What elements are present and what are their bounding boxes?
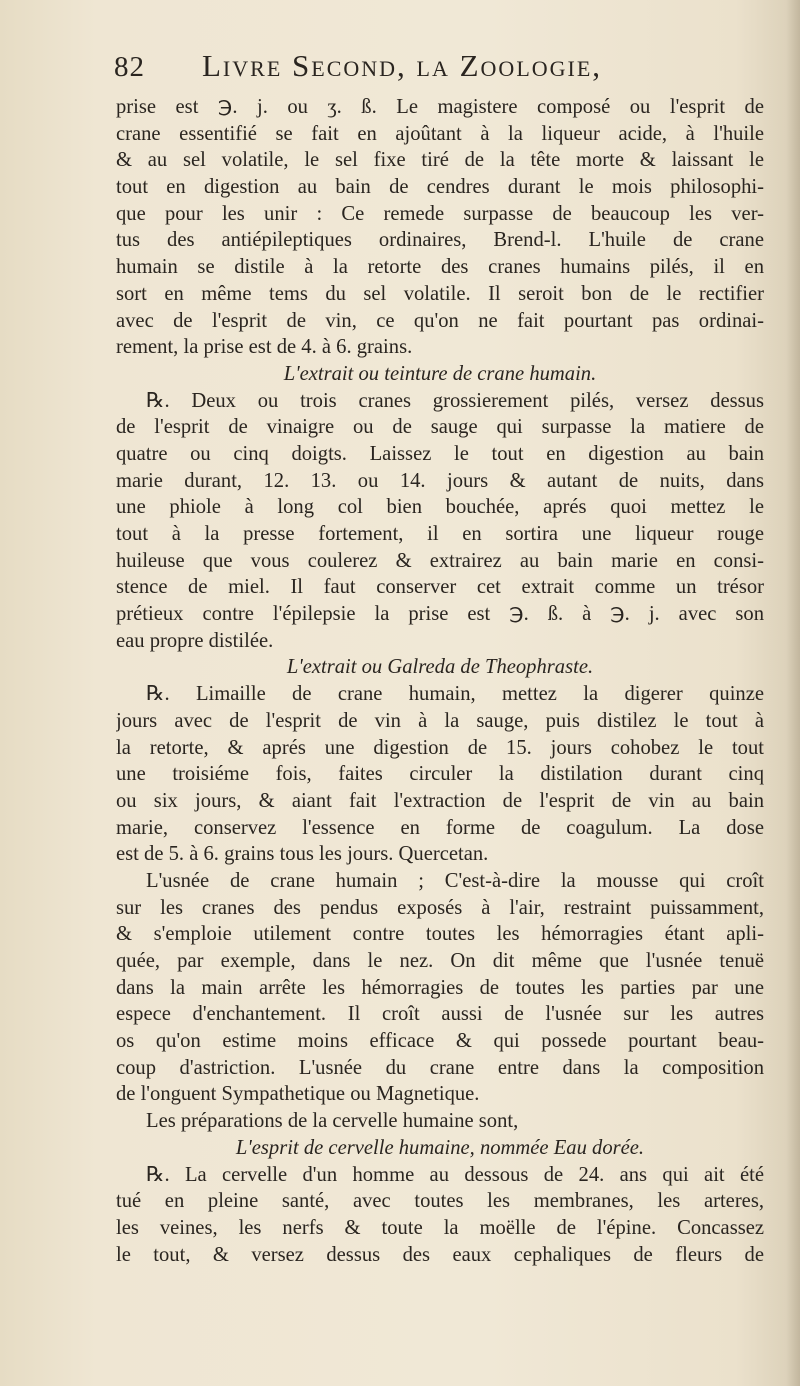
- page-edge-shadow: [786, 0, 800, 1386]
- body-text: [116, 94, 764, 1268]
- text-line: est de 5. à 6. grains tous les jours. Quercetan.: [116, 843, 489, 866]
- text-line: marie durant, 12. 13. ou 14. jours & autant de nuits, dans: [116, 469, 764, 492]
- text-line: une troisiéme fois, faites circuler la distilation durant cinq: [116, 763, 764, 786]
- text-line: de l'esprit de vinaigre ou de sauge qui surpasse la matiere de: [116, 416, 764, 439]
- text-line: tus des antiépileptiques ordinaires, Brend-l. L'huile de crane: [116, 229, 764, 252]
- text-line: & s'emploie utilement contre toutes les hémorragies étant apli-: [116, 923, 764, 946]
- text-line: prétieux contre l'épilepsie la prise est ℈. ß. à ℈. j. avec son: [116, 603, 764, 626]
- text-line: que pour les unir : Ce remede surpasse de beaucoup les ver-: [116, 202, 764, 225]
- text-line: ℞. Deux ou trois cranes grossierement pilés, versez dessus: [146, 389, 764, 412]
- text-line: tué en pleine santé, avec toutes les membranes, les arteres,: [116, 1190, 764, 1213]
- text-line: de l'onguent Sympathetique ou Magnetique.: [116, 1083, 480, 1106]
- text-line: coup d'astriction. L'usnée du crane entre dans la composition: [116, 1056, 764, 1079]
- text-line: tout à la presse fortement, il en sortira une liqueur rouge: [116, 523, 764, 545]
- text-line: eau propre distilée.: [116, 629, 274, 652]
- text-line: sort en même tems du sel volatile. Il seroit bon de le rectifier: [116, 282, 764, 305]
- text-line: ℞. La cervelle d'un homme au dessous de 24. ans qui ait été: [146, 1163, 764, 1186]
- text-line: avec de l'esprit de vin, ce qu'on ne fait pourtant pas ordinai-: [116, 309, 764, 332]
- text-line: marie, conservez l'essence en forme de coagulum. La dose: [116, 816, 764, 839]
- text-line: tout en digestion au bain de cendres durant le mois philosophi-: [116, 176, 764, 199]
- text-line: L'extrait ou Galreda de Theophraste.: [286, 656, 594, 679]
- text-line: L'esprit de cervelle humaine, nommée Eau dorée.: [235, 1136, 645, 1159]
- text-line: ℞. Limaille de crane humain, mettez la digerer quinze: [146, 683, 764, 706]
- text-line: les veines, les nerfs & toute la moëlle de l'épine. Concassez: [116, 1216, 764, 1239]
- text-line: ou six jours, & aiant fait l'extraction de l'esprit de vin au bain: [116, 789, 764, 812]
- page-header: [114, 48, 764, 94]
- text-line: huileuse que vous coulerez & extrairez au bain marie en consi-: [116, 549, 764, 572]
- text-line: L'extrait ou teinture de crane humain.: [283, 362, 597, 385]
- running-head: Livre Second, la Zoologie,: [202, 48, 603, 83]
- text-line: espece d'enchantement. Il croît aussi de l'usnée sur les autres: [116, 1003, 764, 1026]
- text-line: quatre ou cinq doigts. Laissez le tout en digestion au bain: [116, 442, 764, 465]
- page-number: 82: [114, 51, 145, 83]
- text-line: stence de miel. Il faut conserver cet extrait comme un trésor: [116, 576, 764, 599]
- text-line: une phiole à long col bien bouchée, aprés quoi mettez le: [116, 496, 764, 519]
- text-line: crane essentifié se fait en ajoûtant à la liqueur acide, à l'huile: [116, 122, 764, 145]
- text-line: jours avec de l'esprit de vin à la sauge, puis distilez le tout à: [116, 709, 764, 732]
- text-line: quée, par exemple, dans le nez. On dit même que l'usnée tenuë: [116, 950, 764, 972]
- text-line: & au sel volatile, le sel fixe tiré de la tête morte & laissant le: [116, 149, 764, 172]
- text-line: sur les cranes des pendus exposés à l'air, restraint puissamment,: [116, 896, 764, 919]
- text-line: os qu'on estime moins efficace & qui possede pourtant beau-: [116, 1030, 764, 1053]
- text-line: Les préparations de la cervelle humaine sont,: [146, 1110, 519, 1133]
- text-line: L'usnée de crane humain ; C'est-à-dire la mousse qui croît: [146, 869, 764, 892]
- text-line: le tout, & versez dessus des eaux cephaliques de fleurs de: [116, 1243, 764, 1266]
- text-line: rement, la prise est de 4. à 6. grains.: [116, 336, 413, 359]
- text-line: humain se distile à la retorte des cranes humains pilés, il en: [116, 256, 764, 279]
- text-line: dans la main arrête les hémorragies de toutes les parties par une: [116, 976, 764, 999]
- text-line: prise est ℈. j. ou ʒ. ß. Le magistere composé ou l'esprit de: [116, 96, 764, 118]
- text-line: la retorte, & aprés une digestion de 15. jours cohobez le tout: [116, 736, 764, 759]
